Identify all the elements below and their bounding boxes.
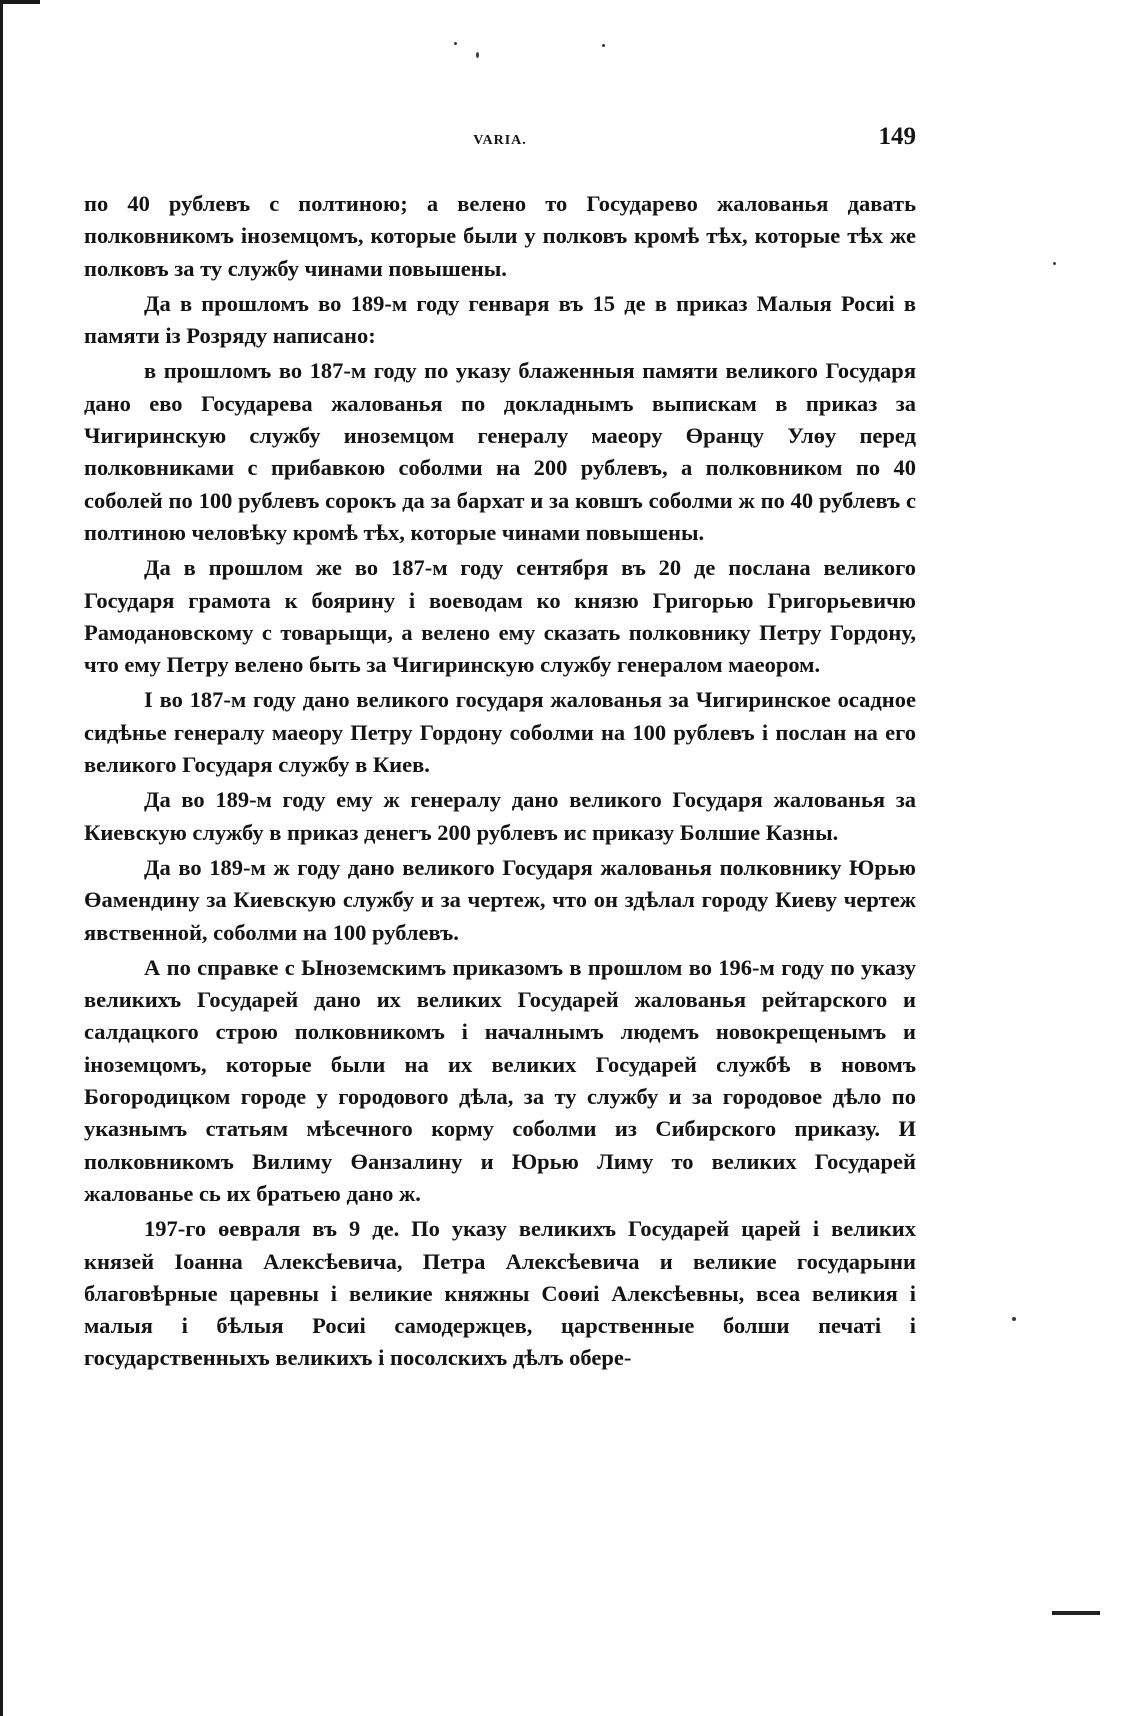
body-text: [84, 188, 916, 1378]
paragraph: по 40 рублевъ с полтиною; а велено то Государево жалованья давать полковникомъ іноземцомъ, которые были у полковъ кромѣ тѣх, которые тѣх же полковъ за ту службу чинами повышены.: [84, 191, 916, 281]
scan-mark: [1052, 1611, 1100, 1615]
page-header: [84, 123, 916, 163]
running-head: VARIA.: [473, 133, 527, 148]
scan-edge-left: [0, 0, 3, 1716]
scan-speck: [1053, 262, 1056, 265]
paragraph: Да в прошлом же во 187-м году сентября въ 20 де послана великого Государя грамота к боярину і воеводам ко князю Григорью Григорьевичю Рамодановскому с товарыщи, а велено ему сказать полковнику Петру Гордону, что ему Петру велено быть за Чигиринскую службу генералом маеором.: [84, 555, 916, 678]
scan-edge-top: [0, 0, 40, 4]
scan-speck: [1012, 1317, 1016, 1321]
scan-speck: [602, 44, 605, 47]
paragraph: Да во 189-м ж году дано великого Государя жалованья полковнику Юрью Өамендину за Киевскую службу и за чертеж, что он здѣлал городу Киеву чертеж явственной, соболми на 100 рублевъ.: [84, 854, 916, 945]
paragraph: А по справке с Ыноземскимъ приказомъ в прошлом во 196-м году по указу великихъ Государей дано их великих Государей жалованья рейтарского и салдацкого строю полковникомъ і началнымъ людемъ новокрещенымъ и іноземцомъ, которые были на их великих Государей службѣ в новомъ Богородицком городе у городового дѣла, за ту службу и за городовое дѣло по указнымъ статьям мѣсечного корму соболми из Сибирского приказу. И полковникомъ Вилиму Өанзалину и Юрью Лиму то великих Государей жалованье сь их братьею дано ж.: [84, 954, 916, 1206]
paragraph: Да во 189-м году ему ж генералу дано великого Государя жалованья за Киевскую службу в приказ денегъ 200 рублевъ ис приказу Болшие Казны.: [84, 787, 916, 845]
paragraph: І во 187-м году дано великого государя жалованья за Чигиринское осадное сидѣнье генералу маеору Петру Гордону соболми на 100 рублевъ і послан на его великого Государя службу в Киев.: [84, 687, 916, 778]
scan-speck: [476, 52, 479, 58]
paragraph: 197-го өевраля въ 9 де. По указу великихъ Государей царей і великих князей Іоанна Алексѣевича, Петра Алексѣевича и великие государыни благовѣрные царевны і великие княжны Соөиі Алексѣевны, всеа великия і малыя і бѣлыя Росиі самодержцев, царственные болши печаті і государственныхъ великихъ і посолскихъ дѣлъ обере-: [84, 1216, 916, 1371]
paragraph: в прошломъ во 187-м году по указу блаженныя памяти великого Государя дано ево Государева жалованья по докладнымъ выпискам в приказ за Чигиринскую службу иноземцом генералу маеору Өранцу Улөу перед полковниками с прибавкою соболми на 200 рублевъ, а полковником по 40 соболей по 100 рублевъ сорокъ да за бархат и за ковшъ соболми ж по 40 рублевъ с полтиною человѣку кромѣ тѣх, которые чинами повышены.: [84, 358, 916, 545]
page-number: 149: [878, 123, 916, 150]
paragraph: Да в прошломъ во 189-м году генваря въ 15 де в приказ Малыя Росиі в памяти із Розряду написано:: [84, 290, 916, 349]
scan-speck: [454, 42, 457, 45]
